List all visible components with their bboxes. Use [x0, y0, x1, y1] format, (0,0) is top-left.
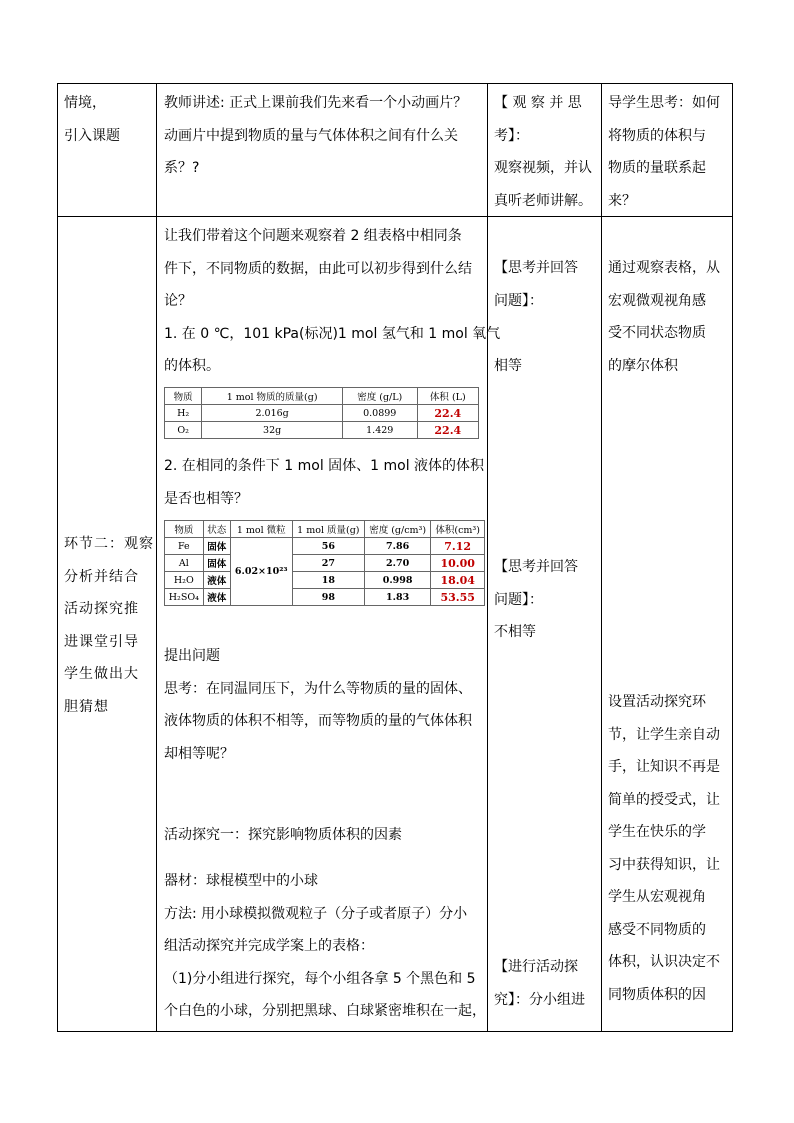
table-header-row — [165, 388, 479, 405]
table-cell: 2.70 — [364, 555, 430, 572]
text-line: 1. 在 0 ℃，101 kPa(标况)1 mol 氢气和 1 mol 氧气 — [164, 325, 501, 342]
table-cell: 固体 — [203, 538, 230, 555]
text-line: 的体积。 — [164, 358, 220, 374]
text-line: 【思考并回答 — [494, 260, 578, 276]
text-line: 器材：球棍模型中的小球 — [164, 873, 318, 889]
table-cell: 53.55 — [431, 589, 485, 606]
text-line: 【进行活动探 — [494, 959, 578, 975]
row1-intent-cell — [608, 87, 720, 217]
text-line: 【 观 察 并 思 — [494, 95, 582, 111]
text-line: 习中获得知识，让 — [608, 856, 720, 873]
text-line: 2. 在相同的条件下 1 mol 固体、1 mol 液体的体积 — [164, 458, 485, 474]
text-line: 相等 — [494, 357, 522, 374]
text-line: 宏观微观视角感 — [608, 292, 706, 309]
table-header: 1 mol 物质的质量(g) — [202, 388, 343, 405]
text-line: 情境， — [64, 95, 106, 111]
text-line: 问题】： — [494, 292, 543, 309]
text-line: 简单的授受式，让 — [608, 791, 720, 808]
table-header: 1 mol 微粒 — [230, 521, 292, 538]
table-cell: 1.429 — [342, 422, 417, 439]
table-header: 体积(cm³) — [431, 521, 485, 538]
text-line: 分析并结合 — [64, 568, 139, 585]
table-cell: 32g — [202, 422, 343, 439]
table-cell: H₂ — [165, 405, 202, 422]
text-line: 同物质体积的因 — [608, 986, 706, 1003]
text-line: 引入课题 — [64, 127, 120, 144]
text-line: 手，让知识不再是 — [608, 759, 720, 775]
table-cell: 0.0899 — [342, 405, 417, 422]
row1-stage-cell — [64, 87, 120, 152]
table-header: 物质 — [165, 521, 204, 538]
table-header: 物质 — [165, 388, 202, 405]
table-cell: 0.998 — [364, 572, 430, 589]
solid-liquid-volume-table — [164, 520, 485, 606]
text-line: 却相等呢？ — [164, 745, 234, 762]
method-section — [164, 865, 486, 1028]
text-line: 组活动探究并完成学案上的表格： — [164, 938, 374, 954]
text-line: 受不同状态物质 — [608, 325, 706, 341]
student-activity-a — [494, 252, 578, 382]
table-cell: 2.016g — [202, 405, 343, 422]
text-line: 方法: 用小球模拟微观粒子（分子或者原子）分小 — [164, 905, 468, 922]
row2-stage-cell — [64, 528, 154, 723]
text-line: 胆猜想 — [64, 698, 109, 715]
intro-text — [164, 220, 500, 383]
text-line: 节，让学生亲自动 — [608, 726, 720, 743]
text-line: 活动探究一：探究影响物质体积的因素 — [164, 827, 402, 843]
text-line: 教师讲述: 正式上课前我们先来看一个小动画片？ — [164, 95, 468, 111]
text-line: 体积，认识决定不 — [608, 954, 720, 970]
text-line: 件下，不同物质的数据，由此可以初步得到什么结 — [164, 260, 472, 277]
text-line: 进课堂引导 — [64, 633, 139, 650]
table-cell: 1.83 — [364, 589, 430, 606]
table-header: 状态 — [203, 521, 230, 538]
text-line: 让我们带着这个问题来观察着 2 组表格中相同条 — [164, 228, 462, 244]
text-line: 系？? — [164, 160, 200, 176]
text-line: 不相等 — [494, 624, 536, 640]
table-cell: 7.86 — [364, 538, 430, 555]
text-line: 学生在快乐的学 — [608, 824, 706, 840]
text-line: 液体物质的体积不相等，而等物质的量的气体体积 — [164, 713, 472, 729]
text-line: （1)分小组进行探究，每个小组各拿 5 个黑色和 5 — [164, 970, 476, 987]
design-intent-a — [608, 252, 720, 382]
table-header: 体积 (L) — [417, 388, 478, 405]
text-line: 观察视频，并认 — [494, 160, 592, 176]
table-cell: H₂SO₄ — [165, 589, 204, 606]
text-line: 活动探究推 — [64, 601, 139, 617]
table-cell: H₂O — [165, 572, 204, 589]
table-cell: 7.12 — [431, 538, 485, 555]
table-row — [165, 422, 479, 439]
table-cell: O₂ — [165, 422, 202, 439]
text-line: 论？ — [164, 293, 192, 309]
table-header: 密度 (g/L) — [342, 388, 417, 405]
table-cell: 27 — [292, 555, 364, 572]
text-line: 思考：在同温同压下，为什么等物质的量的固体、 — [164, 680, 472, 697]
table-row — [165, 572, 485, 589]
table-cell: Fe — [165, 538, 204, 555]
text-line: 通过观察表格，从 — [608, 260, 720, 276]
question-two — [164, 450, 484, 515]
table-row — [165, 405, 479, 422]
text-line: 学生从宏观视角 — [608, 889, 706, 905]
text-line: 环节二：观察 — [64, 536, 154, 552]
text-line — [494, 317, 578, 350]
table-row — [165, 538, 485, 555]
table-cell: 18.04 — [431, 572, 485, 589]
text-line: 究】：分小组进 — [494, 991, 585, 1008]
table-header-row — [165, 521, 485, 538]
text-line: 考】： — [494, 127, 529, 144]
student-activity-b — [494, 551, 578, 649]
table-cell: 液体 — [203, 572, 230, 589]
text-line: 真听老师讲解。 — [494, 192, 592, 209]
text-line: 来？ — [608, 192, 636, 209]
question-section — [164, 640, 472, 770]
table-header: 1 mol 质量(g) — [292, 521, 364, 538]
table-cell: 固体 — [203, 555, 230, 572]
text-line: 提出问题 — [164, 648, 220, 664]
table-cell: 6.02×10²³ — [230, 538, 292, 606]
table-cell: 10.00 — [431, 555, 485, 572]
table-cell: 98 — [292, 589, 364, 606]
row1-teacher-cell — [164, 87, 467, 185]
table-cell: 56 — [292, 538, 364, 555]
table-row — [165, 589, 485, 606]
text-line: 的摩尔体积 — [608, 357, 678, 374]
text-line: 是否也相等？ — [164, 490, 248, 507]
design-intent-b — [608, 686, 720, 1011]
text-line: 将物质的体积与 — [608, 127, 706, 144]
table-cell: 液体 — [203, 589, 230, 606]
row1-student-cell — [494, 87, 592, 217]
text-line: 问题】： — [494, 591, 543, 608]
table-row — [165, 555, 485, 572]
gas-volume-table — [164, 387, 479, 439]
text-line: 设置活动探究环 — [608, 694, 706, 710]
text-line: 个白色的小球，分别把黑球、白球紧密堆积在一起， — [164, 1003, 486, 1019]
text-line: 学生做出大 — [64, 666, 139, 682]
student-activity-c — [494, 951, 585, 1016]
text-line: 感受不同物质的 — [608, 921, 706, 938]
table-cell: 22.4 — [417, 405, 478, 422]
text-line: 动画片中提到物质的量与气体体积之间有什么关 — [164, 127, 458, 144]
table-cell: 22.4 — [417, 422, 478, 439]
column-divider — [601, 83, 602, 1032]
text-line: 物质的量联系起 — [608, 160, 706, 176]
activity-title — [164, 819, 402, 852]
table-cell: Al — [165, 555, 204, 572]
text-line: 【思考并回答 — [494, 559, 578, 575]
column-divider — [156, 83, 157, 1032]
table-cell: 18 — [292, 572, 364, 589]
text-line: 导学生思考：如何 — [608, 95, 720, 111]
table-header: 密度 (g/cm³) — [364, 521, 430, 538]
